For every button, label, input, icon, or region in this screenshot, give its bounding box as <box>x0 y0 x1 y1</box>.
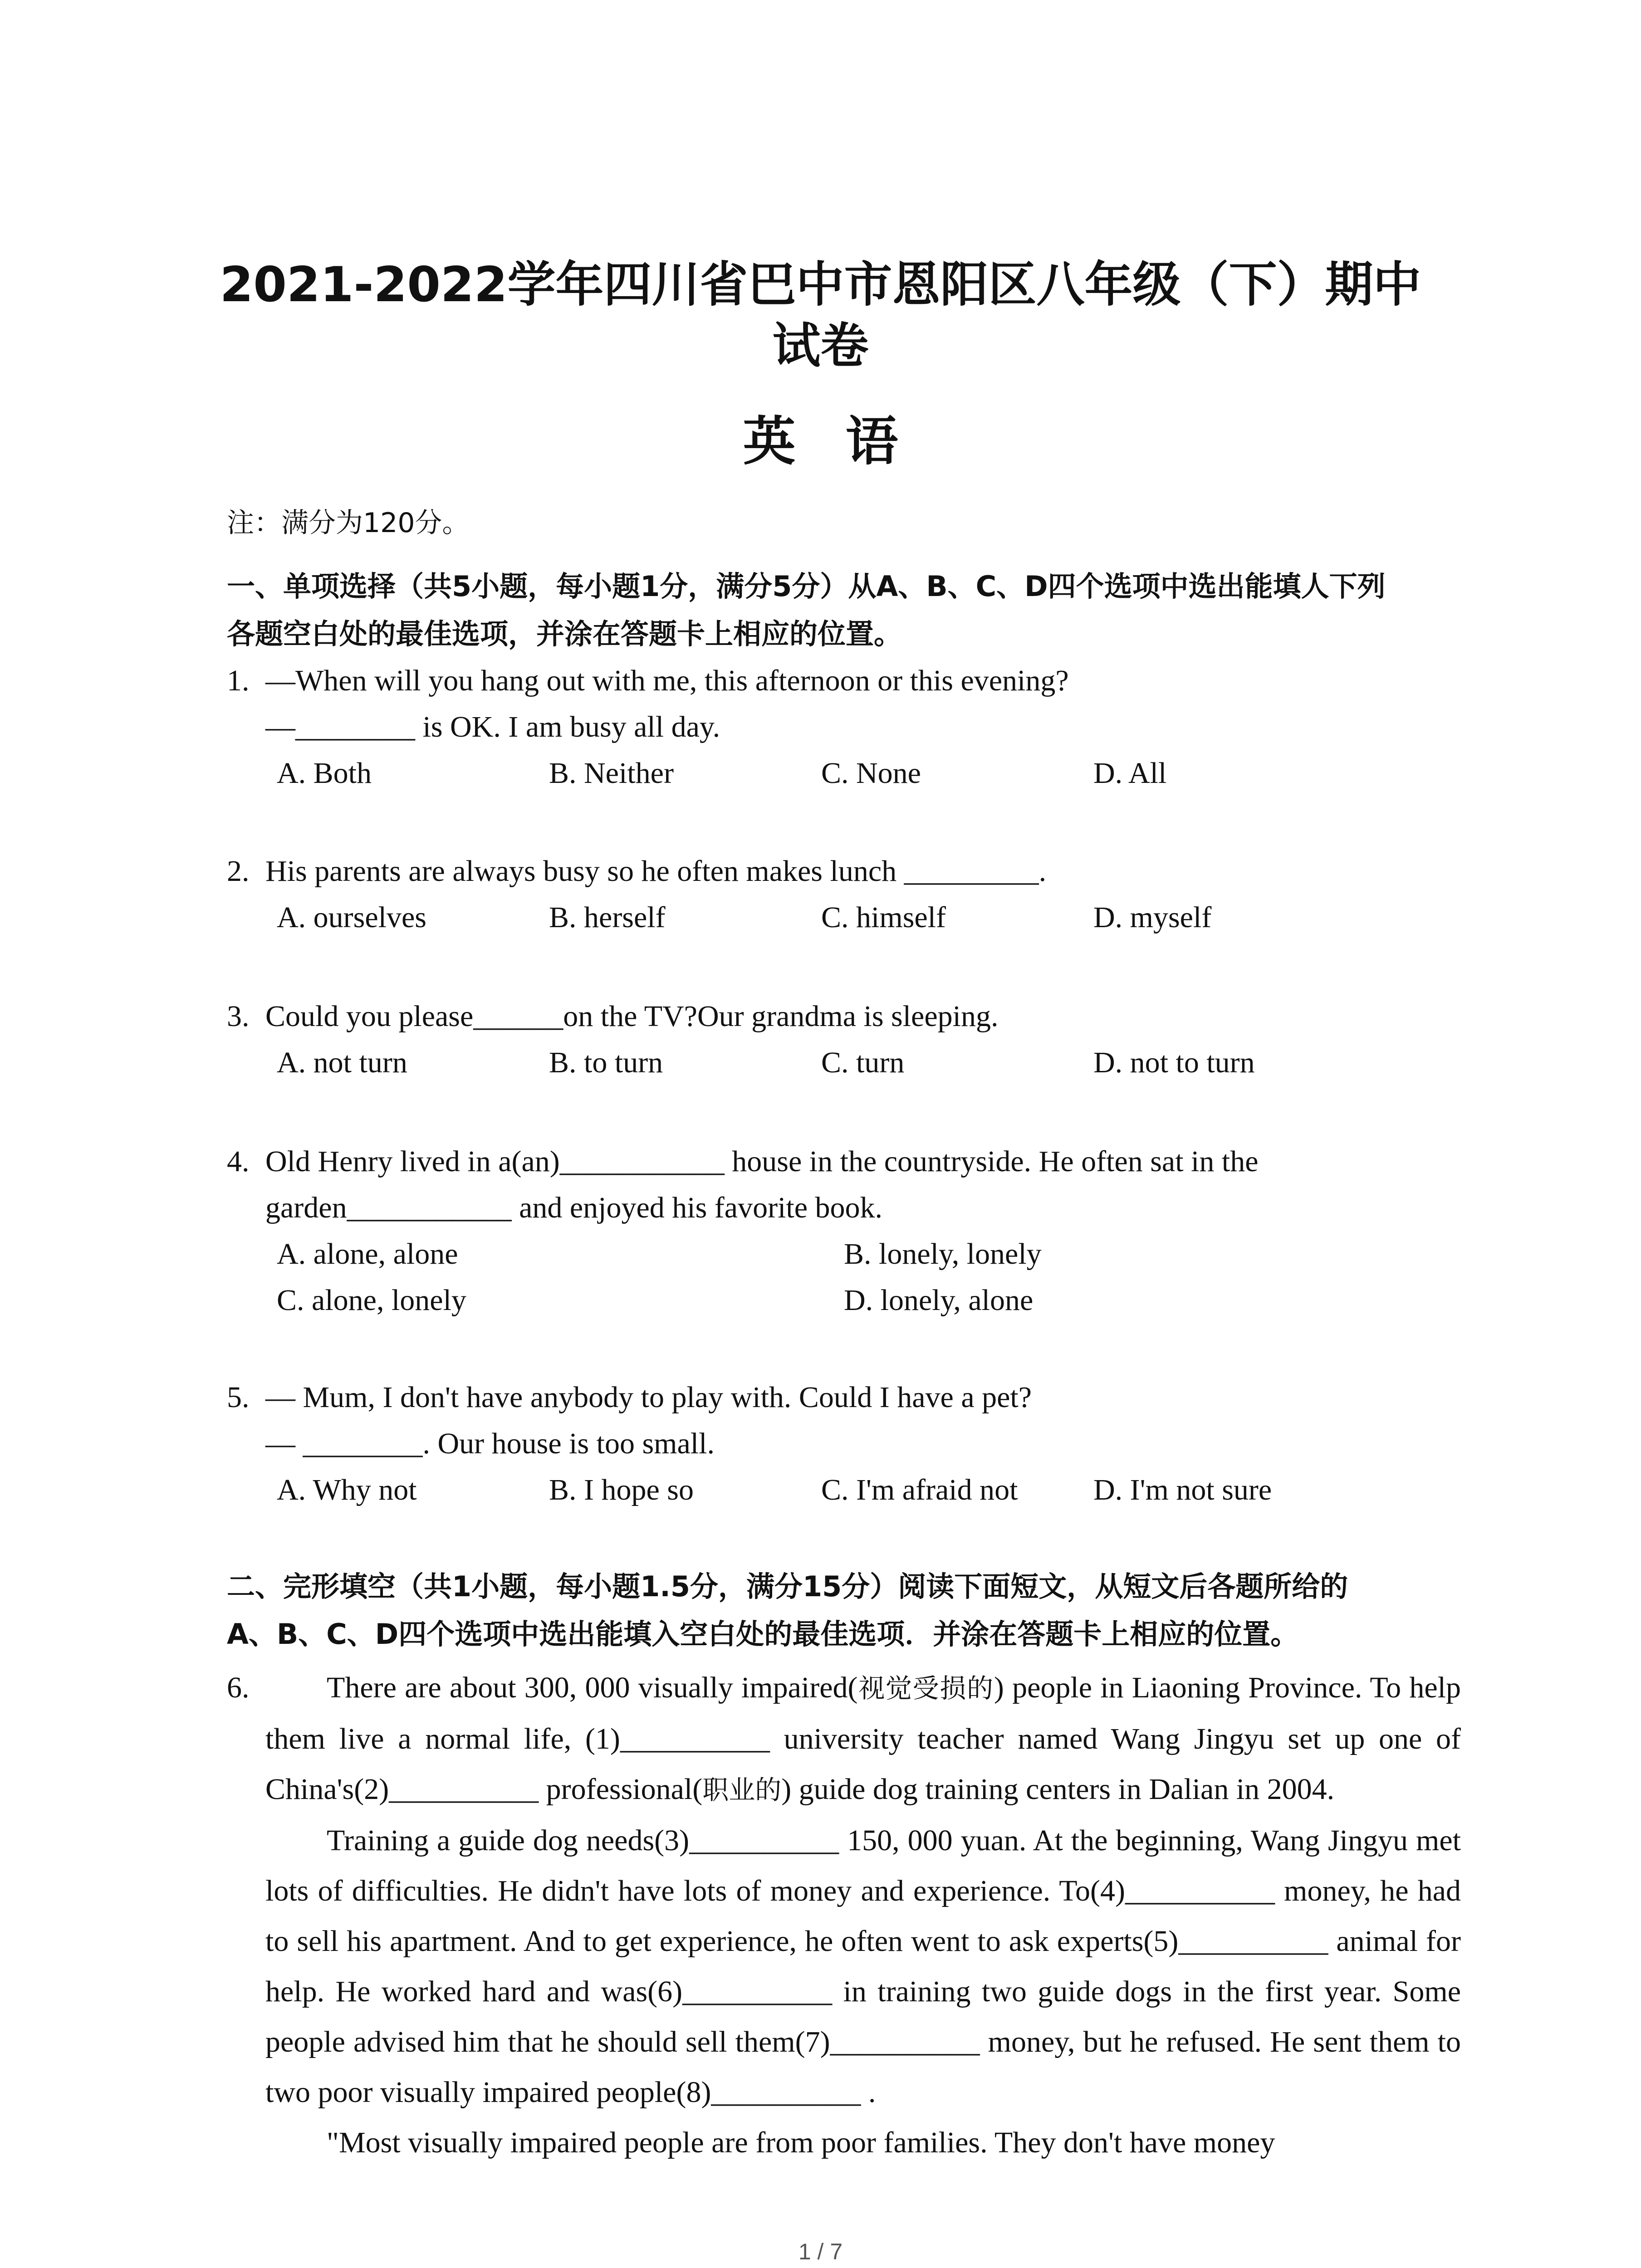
option-d: D. I'm not sure <box>1093 1473 1272 1506</box>
question-number: 2. <box>227 855 250 888</box>
question-number: 6. <box>227 1671 250 1704</box>
cloze-passage <box>227 1662 1461 2168</box>
passage-paragraph-3: "Most visually impaired people are from poor families. They don't have money <box>327 2126 1275 2159</box>
passage-paragraph-2: Training a guide dog needs(3)__________ 150, 000 yuan. At the beginning, Wang Jingyu met lots of difficulties. He didn't have lots of money and experience. To(4)__________ money, he had to sell his apartment. And to get experience, he often went to ask experts(5)__________ animal for help. He worked hard and was(6)__________ in training two guide dogs in the first year. Some people advised him that he should sell them(7)__________ money, but he refused. He sent them to two poor visually impaired people(8)__________ . <box>265 1824 1461 2109</box>
page-number: 1 / 7 <box>798 2239 843 2264</box>
option-a: A. ourselves <box>277 901 426 934</box>
question-stem-line: — Mum, I don't have anybody to play with. Could I have a pet? <box>265 1381 1032 1414</box>
question-number: 5. <box>227 1381 250 1414</box>
question-1 <box>227 658 1461 797</box>
options-row <box>277 1040 1461 1086</box>
option-a: A. Why not <box>277 1473 417 1506</box>
option-b: B. herself <box>549 901 666 934</box>
question-2 <box>227 848 1461 941</box>
exam-title-line1: 2021-2022学年四川省巴中市恩阳区八年级（下）期中 <box>220 257 1421 313</box>
option-d: D. All <box>1093 757 1167 790</box>
section1-heading-line2: 各题空白处的最佳选项，并涂在答题卡上相应的位置。 <box>227 617 902 650</box>
option-c: C. I'm afraid not <box>821 1473 1018 1506</box>
option-d: D. myself <box>1093 901 1212 934</box>
option-d: D. not to turn <box>1093 1046 1255 1079</box>
question-stem-line: Old Henry lived in a(an)___________ house in the countryside. He often sat in the <box>265 1145 1259 1178</box>
section2-heading-line2: A、B、C、D四个选项中选出能填入空白处的最佳选项．并涂在答题卡上相应的位置。 <box>227 1618 1299 1651</box>
options-row <box>277 1231 1461 1277</box>
exam-title <box>136 254 1505 376</box>
option-c: C. alone, lonely <box>277 1284 466 1317</box>
option-c: C. None <box>821 757 921 790</box>
option-a: A. not turn <box>277 1046 407 1079</box>
option-b: B. to turn <box>549 1046 663 1079</box>
option-b: B. Neither <box>549 757 674 790</box>
section2-heading <box>227 1563 1452 1658</box>
option-d: D. lonely, alone <box>844 1284 1034 1317</box>
options-row <box>277 1467 1461 1513</box>
question-5 <box>227 1374 1461 1513</box>
question-4 <box>227 1139 1461 1324</box>
option-b: B. lonely, lonely <box>844 1237 1042 1271</box>
option-a: A. alone, alone <box>277 1237 458 1271</box>
passage-paragraph-1: There are about 300, 000 visually impaired(视觉受损的) people in Liaoning Province. To help them live a normal life, (1)__________ university teacher named Wang Jingyu set up one of China's(2)__________ professional(职业的) guide dog training centers in Dalian in 2004. <box>265 1671 1461 1806</box>
option-c: C. turn <box>821 1046 905 1079</box>
option-a: A. Both <box>277 757 372 790</box>
section1-heading <box>227 562 1452 658</box>
question-stem-line: His parents are always busy so he often makes lunch _________. <box>265 855 1047 888</box>
section2-heading-line1: 二、完形填空（共1小题，每小题1.5分，满分15分）阅读下面短文，从短文后各题所给的 <box>227 1570 1348 1603</box>
section1-heading-line1: 一、单项选择（共5小题，每小题1分，满分5分）从A、B、C、D四个选项中选出能填人下列 <box>227 570 1386 603</box>
option-b: B. I hope so <box>549 1473 694 1506</box>
question-stem-line: —________ is OK. I am busy all day. <box>265 710 720 743</box>
score-note: 注：满分为120分。 <box>227 507 470 539</box>
question-stem-line: garden___________ and enjoyed his favorite book. <box>265 1191 883 1224</box>
subject-title: 英语 <box>743 411 948 472</box>
option-c: C. himself <box>821 901 946 934</box>
question-number: 1. <box>227 664 250 697</box>
question-stem-line: — ________. Our house is too small. <box>265 1427 715 1460</box>
question-number: 4. <box>227 1145 250 1178</box>
options-row <box>277 750 1461 797</box>
question-stem-line: —When will you hang out with me, this afternoon or this evening? <box>265 664 1069 697</box>
exam-title-line2: 试卷 <box>772 318 869 374</box>
question-stem-line: Could you please______on the TV?Our grandma is sleeping. <box>265 1000 999 1033</box>
question-number: 3. <box>227 1000 250 1033</box>
options-row <box>277 1277 1461 1324</box>
question-3 <box>227 993 1461 1086</box>
options-row <box>277 894 1461 941</box>
